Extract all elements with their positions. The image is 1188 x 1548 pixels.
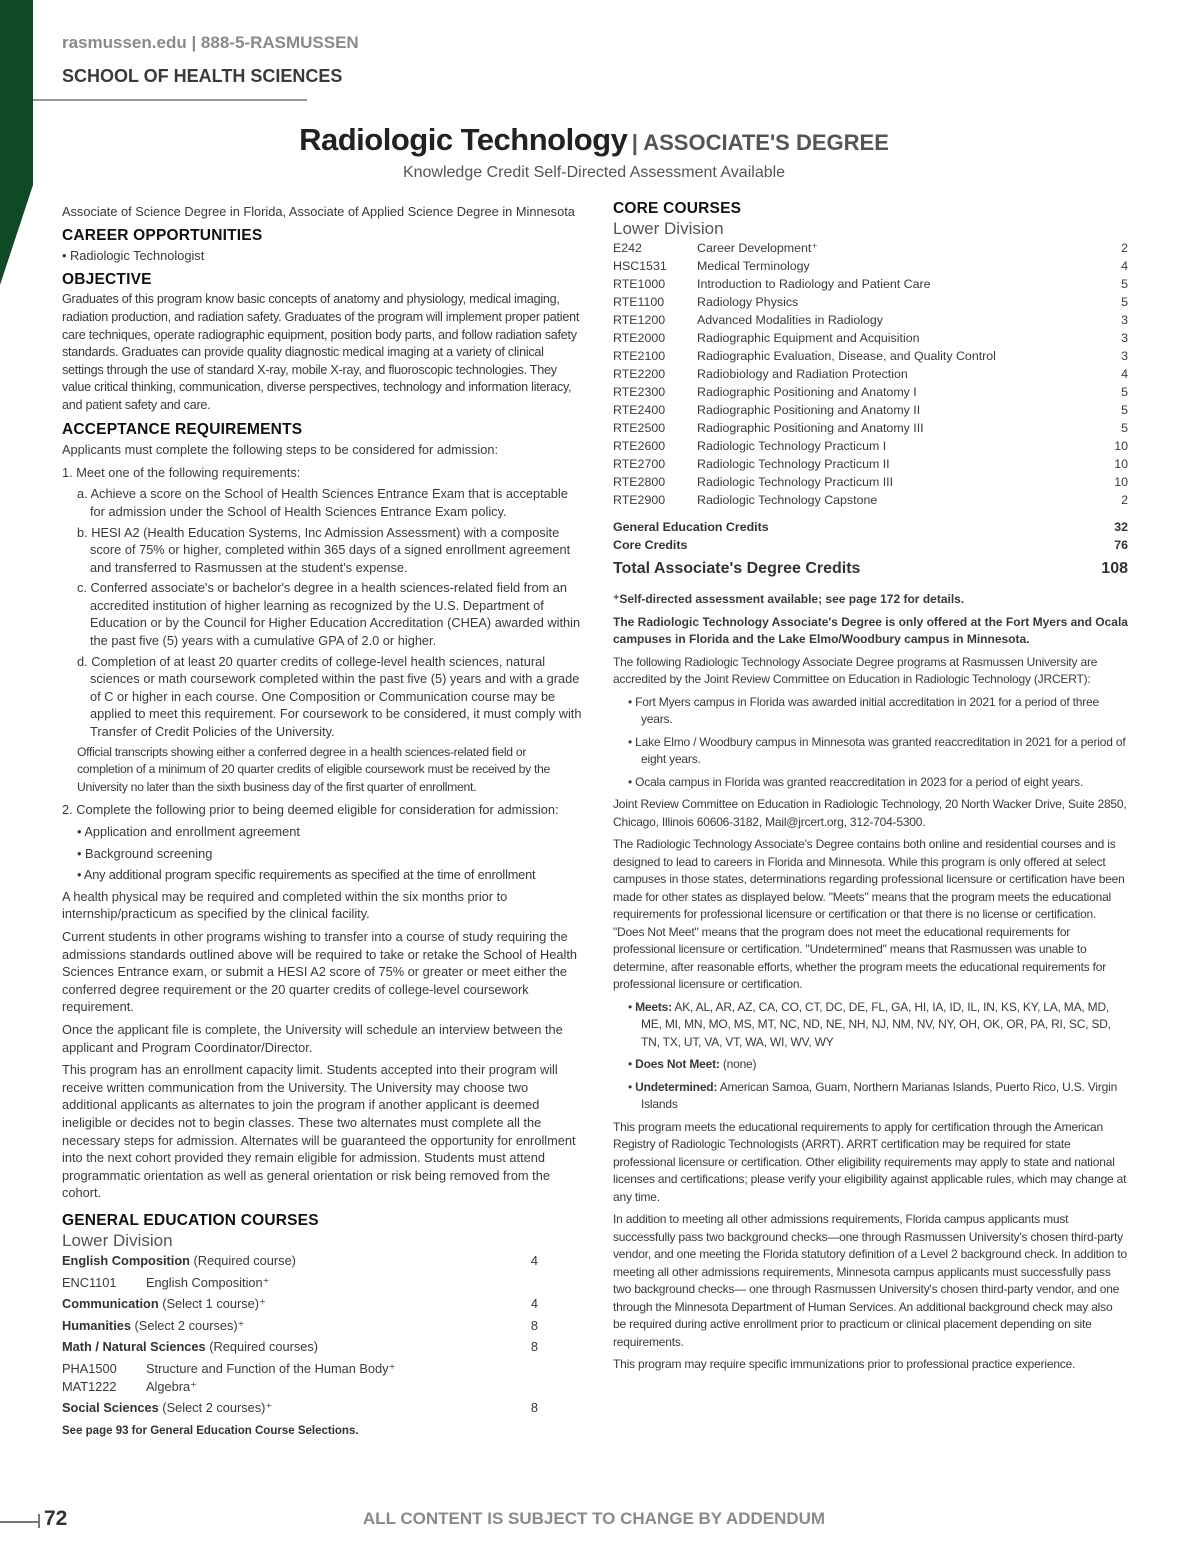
does-not-meet-states: (none) (719, 1057, 757, 1071)
core-course-row (613, 275, 1128, 293)
degree-intro: Associate of Science Degree in Florida, Associate of Applied Science Degree in Minnesota (62, 204, 575, 219)
gen-ed-credits: 8 (530, 1339, 538, 1355)
gen-ed-category: Communication (62, 1296, 159, 1312)
course-credits: 5 (1121, 385, 1128, 399)
current-students: Current students in other programs wishing to transfer into a course of study requiring the admissions standards outlined above will be required to take or retake the School of Health Sciences Entrance exam, or submit a HESI A2 score of 75% or greater or meet either the conferred degree requirement or the 20 quarter credits of college-level coursework requirement. (62, 928, 578, 1015)
gen-ed-see-page: See page 93 for General Education Course Selections. (62, 1424, 359, 1437)
transcripts-note: Official transcripts showing either a conferred degree in a health sciences-related field or completion of a minimum of 20 quarter credits of eligible coursework must be received by the University no later than the sixth business day of the first quarter of enrollment. (77, 744, 550, 794)
gen-ed-course (62, 1274, 582, 1292)
step-1a: a. Achieve a score on the School of Health Sciences Entrance Exam that is acceptable for admission under the School of Health Sciences Entrance Exam policy. (77, 486, 568, 519)
course-title: Advanced Modalities in Radiology (697, 313, 883, 327)
gen-ed-heading: GENERAL EDUCATION COURSES (62, 1211, 319, 1229)
course-credits: 3 (1121, 313, 1128, 327)
core-course-row (613, 329, 1128, 347)
course-title: English Composition⁺ (146, 1274, 270, 1290)
gen-ed-credits: 4 (530, 1296, 538, 1312)
course-code: RTE2200 (613, 367, 666, 381)
course-code: ENC1101 (62, 1274, 117, 1290)
program-title: Radiologic Technology (299, 122, 628, 157)
objective-text: Graduates of this program know basic concepts of anatomy and physiology, medical imaging, radiation production, and radiation safety. Graduates of the program will implement proper patient care techniques, operate radiographic equipment, position body parts, and follow radiation safety standards. Graduates can provide quality diagnostic medical imaging at a variety of clinical settings through the use of standard X-ray, mobile X-ray, and fluoroscopic technologies. They value critical thinking, communication, diverse perspectives, technology and information literacy, and patient safety and care. (62, 292, 580, 412)
step-1b: b. HESI A2 (Health Education Systems, Inc Admission Assessment) with a composite score of 75% or higher, completed within 365 days of a signed enrollment agreement and transferred to Rasmussen at the student's expense. (77, 524, 571, 575)
core-course-row (613, 455, 1128, 473)
gen-ed-course (62, 1378, 582, 1396)
gen-ed-note: (Select 2 courses)⁺ (130, 1317, 245, 1333)
course-title: Radiologic Technology Practicum II (697, 457, 890, 471)
gen-ed-note: (Required courses) (205, 1339, 319, 1355)
total-label: General Education Credits (613, 520, 769, 534)
course-title: Introduction to Radiology and Patient Care (697, 277, 931, 291)
undetermined-states: American Samoa, Guam, Northern Marianas Islands, Puerto Rico, U.S. Virgin Islands (641, 1079, 1118, 1111)
course-credits: 3 (1121, 331, 1128, 345)
step-2-item: • Any additional program specific requirements as specified at the time of enrollment (77, 867, 536, 883)
course-title: Radiographic Positioning and Anatomy III (697, 421, 924, 435)
undetermined-label: Undetermined: (635, 1079, 718, 1094)
meets-states: AK, AL, AR, AZ, CA, CO, CT, DC, DE, FL, GA, HI, IA, ID, IL, IN, KS, KY, LA, MA, MD, ME, MI, MN, MO, MS, MT, NC, ND, NE, NH, NJ, NM, NV, NY, OH, OK, OR, PA, RI, SC, SD, TN, TX, UT, VA, VT, WA, WI, WV, WY (641, 999, 1111, 1049)
course-credits: 2 (1121, 241, 1128, 255)
course-credits: 10 (1114, 475, 1128, 489)
gen-ed-category: Math / Natural Sciences (62, 1339, 206, 1355)
objective-heading: OBJECTIVE (62, 270, 152, 288)
background-text: In addition to meeting all other admissions requirements, Florida campus applicants must successfully pass two background checks—one through Rasmussen University's chosen third-party vendor, and one meeting the Florida statutory definition of a Level 2 background check. In addition to meeting all other admissions requirements, Minnesota campus applicants must successfully pass two background checks— one through Rasmussen University's chosen third-party vendor, and one through the Minnesota Department of Human Services. An additional background check may also be required during active enrollment prior to practicum or clinical placement depending on site requirements. (613, 1212, 1127, 1349)
course-code: RTE2600 (613, 439, 666, 453)
course-code: RTE2800 (613, 475, 666, 489)
meets-item: • Meets: AK, AL, AR, AZ, CA, CO, CT, DC, DE, FL, GA, HI, IA, ID, IL, IN, KS, KY, LA, MA, MD, ME, MI, MN, MO, MS, MT, NC, ND, NE, NH, NJ, NM, NV, NY, OH, OK, OR, PA, RI, SC, SD, TN, TX, UT, VA, VT, WA, WI, WV, WY (628, 999, 1111, 1049)
header-divider (33, 99, 307, 101)
course-title: Algebra⁺ (146, 1378, 197, 1394)
footer-notice: ALL CONTENT IS SUBJECT TO CHANGE BY ADDENDUM (362, 1509, 826, 1528)
course-credits: 5 (1121, 421, 1128, 435)
core-course-row (613, 401, 1128, 419)
course-code: RTE1100 (613, 295, 665, 309)
course-code: RTE2400 (613, 403, 666, 417)
total-label: Core Credits (613, 538, 688, 552)
acceptance-heading: ACCEPTANCE REQUIREMENTS (62, 420, 303, 438)
core-lower-division: Lower Division (613, 219, 724, 238)
degree-credits-total (613, 560, 1128, 577)
course-code: RTE2900 (613, 493, 666, 507)
core-course-row (613, 311, 1128, 329)
health-physical: A health physical may be required and completed within the six months prior to internship/practicum as specified by the clinical facility. (62, 888, 508, 922)
course-code: RTE2500 (613, 421, 666, 435)
accreditation-item: • Ocala campus in Florida was granted reaccreditation in 2023 for a period of eight years. (628, 774, 1084, 789)
course-code: RTE2100 (613, 349, 666, 363)
course-title: Radiologic Technology Practicum I (697, 439, 887, 453)
core-credits-total (613, 536, 1128, 554)
course-code: RTE2700 (613, 457, 666, 471)
core-heading: CORE COURSES (613, 200, 742, 217)
course-title: Radiologic Technology Capstone (697, 493, 878, 507)
course-credits: 10 (1114, 439, 1128, 453)
gen-ed-course (62, 1360, 582, 1378)
site-contact: rasmussen.edu | 888-5-RASMUSSEN (62, 33, 359, 52)
gen-ed-category: English Composition (62, 1253, 190, 1269)
course-title: Career Development⁺ (697, 241, 818, 255)
course-title: Radiographic Equipment and Acquisition (697, 331, 920, 345)
undetermined-item: • Undetermined: American Samoa, Guam, Northern Marianas Islands, Puerto Rico, U.S. Virgin Islands (628, 1079, 1118, 1111)
licensure-text: The Radiologic Technology Associate's Degree contains both online and residential courses and is designed to lead to careers in Florida and Minnesota. While this program is only offered at select campuses in those states, determinations regarding professional licensure or certification have been made for other states as displayed below. "Meets" means that the program meets the educational requirements for professional licensure or certification or that there is no license or certification. "Does Not Meet" means that the program does not meet the educational requirements for professional licensure or certification. "Undetermined" means that Rasmussen was unable to determine, after reasonable efforts, whether the program meets the educational requirements for professional licensure or certification. (613, 837, 1125, 991)
gen-ed-note: (Required course) (189, 1253, 296, 1269)
does-not-meet-label: Does Not Meet: (635, 1057, 720, 1071)
core-course-row (613, 383, 1128, 401)
arrt-text: This program meets the educational requirements to apply for certification through the American Registry of Radiologic Technologists (ARRT). ARRT certification may be required for state professional licensure or certification. Other eligibility requirements may apply to state and national licenses and certifications; please verify your eligibility against applicable rules, which may change at any time. (613, 1119, 1127, 1204)
core-course-list (613, 239, 1128, 509)
course-code: MAT1222 (62, 1378, 117, 1394)
acceptance-intro: Applicants must complete the following steps to be considered for admission: (62, 442, 499, 458)
course-code: RTE1200 (613, 313, 666, 327)
step-2: 2. Complete the following prior to being deemed eligible for consideration for admission: (62, 802, 559, 818)
core-course-row (613, 419, 1128, 437)
course-code: RTE2300 (613, 385, 666, 399)
total-value: 108 (1101, 560, 1128, 577)
core-course-row (613, 365, 1128, 383)
course-credits: 3 (1121, 349, 1128, 363)
degree-label: | ASSOCIATE'S DEGREE (631, 130, 889, 155)
step-1d: d. Completion of at least 20 quarter credits of college-level health sciences, natural sciences or math coursework completed within the past five (5) years and with a grade of C or higher in each course. One Composition or Communication course may be applied to meet this requirement. For coursework to be considered, it must comply with Transfer of Credit Policies of the University. (77, 653, 582, 740)
core-course-row (613, 491, 1128, 509)
gen-ed-credits: 8 (530, 1317, 538, 1333)
side-accent-triangle (0, 185, 33, 285)
gen-ed-credits: 8 (530, 1400, 538, 1416)
step-1: 1. Meet one of the following requirements: (62, 464, 301, 480)
course-code: E242 (613, 241, 642, 255)
course-credits: 5 (1121, 295, 1128, 309)
accreditation-intro: The following Radiologic Technology Associate Degree programs at Rasmussen University are accredited by the Joint Review Committee on Education in Radiologic Technology (JRCERT): (613, 654, 1098, 686)
page-number: 72 (44, 1507, 68, 1530)
course-credits: 10 (1114, 457, 1128, 471)
gen-ed-math (62, 1338, 538, 1356)
course-credits: 5 (1121, 403, 1128, 417)
left-column (62, 203, 582, 1440)
core-course-row (613, 293, 1128, 311)
step-1c: c. Conferred associate's or bachelor's degree in a health sciences-related field from an accredited institution of higher learning as recognized by the U.S. Department of Education or by the Council for Higher Education Accreditation (CHEA) awarded within the past five (5) years with a cumulative GPA of 2.0 or higher. (77, 580, 581, 649)
gen-ed-english (62, 1252, 538, 1270)
gen-ed-category: Social Sciences (62, 1400, 159, 1416)
course-code: HSC1531 (613, 259, 667, 273)
course-credits: 2 (1121, 493, 1128, 507)
gen-ed-credits: 4 (530, 1253, 538, 1269)
course-credits: 4 (1121, 259, 1128, 273)
immunizations-text: This program may require specific immunizations prior to professional practice experience. (613, 1357, 1076, 1371)
course-credits: 4 (1121, 367, 1128, 381)
core-course-row (613, 473, 1128, 491)
page-title (0, 122, 1188, 158)
course-code: PHA1500 (62, 1361, 117, 1377)
offered-note: The Radiologic Technology Associate's Degree is only offered at the Fort Myers and Ocala campuses in Florida and the Lake Elmo/Woodbury campus in Minnesota. (613, 614, 1128, 646)
self-directed-note: ⁺Self-directed assessment available; see page 172 for details. (613, 592, 965, 606)
step-2-item: • Application and enrollment agreement (77, 824, 300, 839)
course-code: RTE2000 (613, 331, 666, 345)
course-credits: 5 (1121, 277, 1128, 291)
course-title: Radiologic Technology Practicum III (697, 475, 894, 489)
career-heading: CAREER OPPORTUNITIES (62, 226, 263, 244)
page-subtitle: Knowledge Credit Self-Directed Assessment Available (402, 164, 786, 181)
meets-label: Meets: (635, 999, 672, 1014)
gen-ed-note: (Select 2 courses)⁺ (158, 1400, 273, 1416)
interview-note: Once the applicant file is complete, the University will schedule an interview between the applicant and Program Coordinator/Director. (62, 1021, 563, 1055)
career-item: • Radiologic Technologist (62, 248, 205, 264)
total-label: Total Associate's Degree Credits (613, 560, 861, 577)
gen-ed-category: Humanities (62, 1317, 131, 1333)
gen-ed-social (62, 1399, 538, 1417)
does-not-meet-item: • Does Not Meet: (none) (628, 1057, 757, 1071)
total-value: 32 (1114, 520, 1128, 534)
capacity-note: This program has an enrollment capacity limit. Students accepted into their program will receive written communication from the University. The University may choose two additional applicants as alternates to join the program if another applicant is deemed ineligible or decides not to begin classes. These two alternates must complete all the necessary steps for admission. Alternates will be guaranteed the opportunity for enrollment into the next cohort provided they remain eligible for admission. Students must attend programmatic orientation as well as general orientation or risk being removed from the cohort. (62, 1062, 576, 1201)
course-code: RTE1000 (613, 277, 666, 291)
school-name: SCHOOL OF HEALTH SCIENCES (62, 66, 343, 86)
course-title: Medical Terminology (697, 259, 810, 273)
right-column (613, 200, 1128, 1379)
accreditation-item: • Fort Myers campus in Florida was awarded initial accreditation in 2021 for a period of three years. (628, 694, 1099, 726)
jrcert-contact: Joint Review Committee on Education in Radiologic Technology, 20 North Wacker Drive, Suite 2850, Chicago, Illinois 60606-3182, Mail@jrcert.org, 312-704-5300. (613, 797, 1127, 829)
gen-ed-note: (Select 1 course)⁺ (158, 1296, 266, 1312)
accreditation-item: • Lake Elmo / Woodbury campus in Minnesota was granted reaccreditation in 2021 for a period of eight years. (628, 734, 1126, 766)
course-title: Radiographic Evaluation, Disease, and Quality Control (697, 349, 996, 363)
core-course-row (613, 437, 1128, 455)
gen-ed-credits-total (613, 518, 1128, 536)
course-title: Radiobiology and Radiation Protection (697, 367, 908, 381)
course-title: Radiographic Positioning and Anatomy I (697, 385, 917, 399)
course-title: Radiographic Positioning and Anatomy II (697, 403, 921, 417)
gen-ed-humanities (62, 1317, 538, 1335)
gen-ed-lower-division: Lower Division (62, 1231, 173, 1251)
course-title: Structure and Function of the Human Body⁺ (146, 1361, 396, 1377)
gen-ed-communication (62, 1295, 538, 1313)
course-title: Radiology Physics (697, 295, 799, 309)
core-course-row (613, 347, 1128, 365)
core-course-row (613, 239, 1128, 257)
core-course-row (613, 257, 1128, 275)
step-2-item: • Background screening (77, 845, 213, 861)
total-value: 76 (1114, 538, 1128, 552)
